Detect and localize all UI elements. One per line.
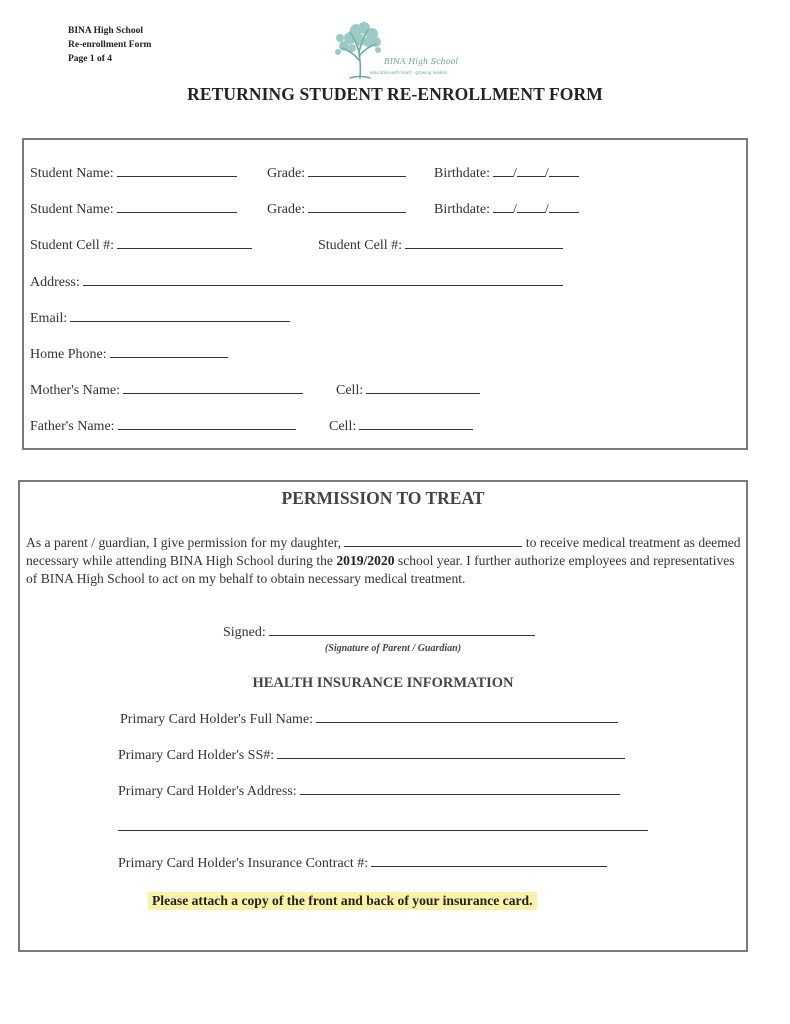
grade-label: Grade: xyxy=(267,202,306,217)
address-label: Address: xyxy=(30,275,80,290)
logo-tagline: education with heart · growing leaders xyxy=(370,70,448,75)
card-holder-name-row xyxy=(120,711,618,728)
birthdate-label: Birthdate: xyxy=(434,202,490,217)
grade-row-2 xyxy=(267,201,406,218)
insurance-contract-field[interactable] xyxy=(371,855,607,867)
student-cell-row-1 xyxy=(30,237,252,254)
fathers-name-label: Father's Name: xyxy=(30,419,115,434)
permission-section xyxy=(18,480,748,952)
address-row xyxy=(30,274,563,291)
mother-cell-label: Cell: xyxy=(336,383,364,398)
student-name-field[interactable] xyxy=(117,165,237,177)
logo-text: BINA High School xyxy=(384,57,459,66)
student-name-label: Student Name: xyxy=(30,202,114,217)
date-separator: / xyxy=(544,166,549,181)
tree-logo-icon xyxy=(330,20,459,82)
school-name: BINA High School xyxy=(68,26,143,36)
mothers-name-row xyxy=(30,382,303,399)
student-cell-label: Student Cell #: xyxy=(318,238,402,253)
student-name-row-2 xyxy=(30,201,237,218)
card-holder-address-row xyxy=(118,783,620,800)
grade-label: Grade: xyxy=(267,166,306,181)
date-separator: / xyxy=(513,202,517,217)
email-row xyxy=(30,310,290,327)
signed-label: Signed: xyxy=(223,625,266,640)
mother-cell-row xyxy=(336,382,480,399)
insurance-card-note: Please attach a copy of the front and back of your insurance card. xyxy=(148,892,537,910)
mother-cell-field[interactable] xyxy=(366,382,480,394)
birthdate-day-field[interactable] xyxy=(517,165,545,177)
card-holder-name-label: Primary Card Holder's Full Name: xyxy=(120,712,314,727)
birthdate-year-field[interactable] xyxy=(549,201,579,213)
student-cell-row-2 xyxy=(318,237,563,254)
card-holder-ssn-field[interactable] xyxy=(277,747,625,759)
father-cell-label: Cell: xyxy=(329,419,357,434)
insurance-contract-label: Primary Card Holder's Insurance Contract #: xyxy=(118,856,369,871)
insurance-title: HEALTH INSURANCE INFORMATION xyxy=(252,675,514,691)
card-holder-ssn-row xyxy=(118,747,625,764)
school-logo xyxy=(330,20,459,82)
card-holder-name-field[interactable] xyxy=(316,711,618,723)
father-cell-field[interactable] xyxy=(359,418,473,430)
signed-row xyxy=(223,624,535,641)
home-phone-label: Home Phone: xyxy=(30,347,107,362)
home-phone-row xyxy=(30,346,228,363)
permission-paragraph xyxy=(26,534,744,588)
fathers-name-field[interactable] xyxy=(118,418,296,430)
student-name-row-1 xyxy=(30,165,237,182)
permission-text-3: school year. I further authorize employees and representatives of BINA High School to act on my behalf to obtain necessary medical treatment. xyxy=(26,553,735,586)
card-holder-ssn-label: Primary Card Holder's SS#: xyxy=(118,748,275,763)
birthdate-month-field[interactable] xyxy=(493,165,513,177)
birthdate-day-field[interactable] xyxy=(517,201,545,213)
form-name: Re-enrollment Form xyxy=(68,40,152,50)
fathers-name-row xyxy=(30,418,296,435)
student-name-label: Student Name: xyxy=(30,166,114,181)
student-cell-label: Student Cell #: xyxy=(30,238,114,253)
card-holder-address-label: Primary Card Holder's Address: xyxy=(118,784,297,799)
father-cell-row xyxy=(329,418,473,435)
mothers-name-label: Mother's Name: xyxy=(30,383,121,398)
grade-field[interactable] xyxy=(308,165,406,177)
student-cell-field[interactable] xyxy=(117,237,252,249)
email-field[interactable] xyxy=(70,310,290,322)
document-header xyxy=(68,24,151,66)
card-holder-address-field[interactable] xyxy=(300,783,620,795)
address-field[interactable] xyxy=(83,274,563,286)
card-holder-address-line-2 xyxy=(118,819,648,836)
birthdate-month-field[interactable] xyxy=(493,201,513,213)
birthdate-label: Birthdate: xyxy=(434,166,490,181)
daughter-name-field[interactable] xyxy=(344,535,522,547)
page-number: Page 1 of 4 xyxy=(68,54,113,64)
permission-text-1: As a parent / guardian, I give permission for my daughter, xyxy=(26,535,342,550)
permission-text-2: to receive medical treatment as deemed necessary while attending BINA High School during the xyxy=(26,535,741,568)
mothers-name-field[interactable] xyxy=(123,382,303,394)
school-year: 2019/2020 xyxy=(336,553,395,568)
home-phone-field[interactable] xyxy=(110,346,228,358)
grade-row-1 xyxy=(267,165,406,182)
student-cell-field[interactable] xyxy=(405,237,563,249)
grade-field[interactable] xyxy=(308,201,406,213)
date-separator: / xyxy=(513,166,517,181)
signature-field[interactable] xyxy=(269,624,535,636)
date-separator: / xyxy=(544,202,549,217)
permission-title: PERMISSION TO TREAT xyxy=(281,488,485,508)
student-name-field[interactable] xyxy=(117,201,237,213)
birthdate-row-1 xyxy=(434,165,579,182)
insurance-contract-row xyxy=(118,855,607,872)
signature-caption: (Signature of Parent / Guardian) xyxy=(324,643,462,654)
birthdate-row-2 xyxy=(434,201,579,218)
page-title: RETURNING STUDENT RE-ENROLLMENT FORM xyxy=(187,84,603,104)
email-label: Email: xyxy=(30,311,68,326)
student-info-section xyxy=(22,138,748,450)
card-holder-address-field-2[interactable] xyxy=(118,819,648,831)
birthdate-year-field[interactable] xyxy=(549,165,579,177)
